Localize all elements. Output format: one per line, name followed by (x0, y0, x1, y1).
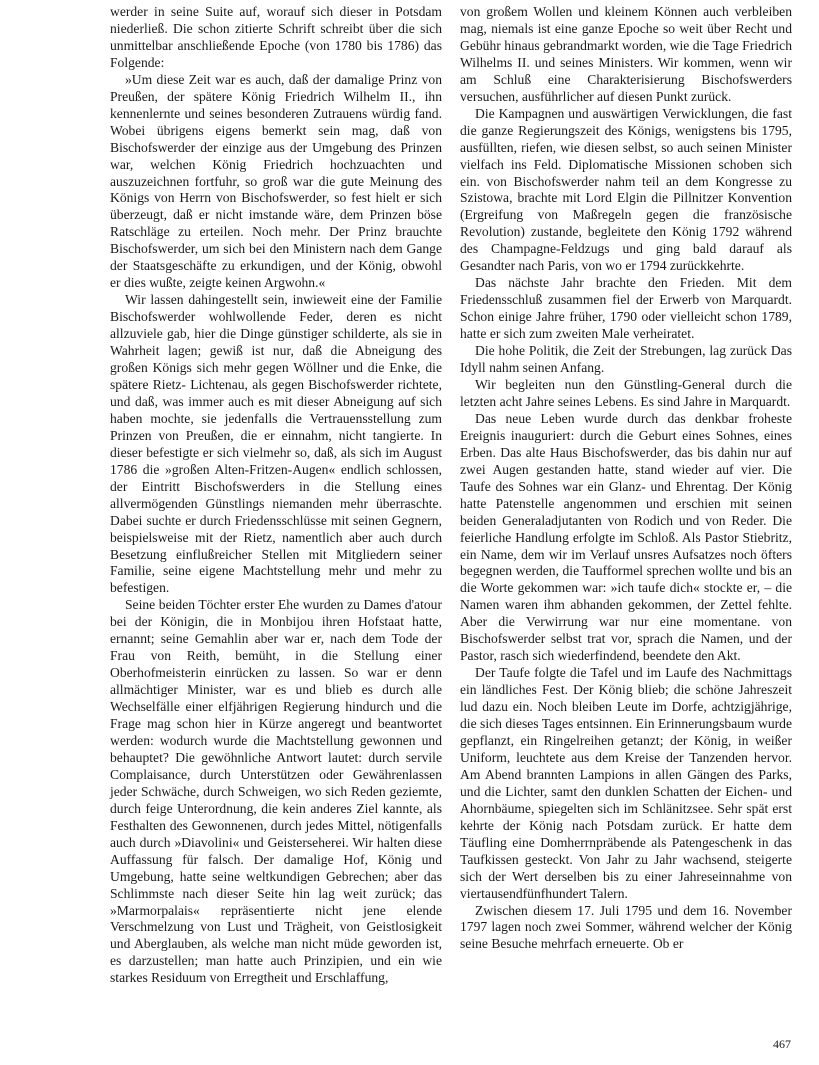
paragraph: Die hohe Politik, die Zeit der Strebungen, lag zurück Das Idyll nahm seinen Anfang. (460, 343, 792, 376)
left-text-column (110, 4, 442, 987)
paragraph: Seine beiden Töchter erster Ehe wurden zu Dames d'atour bei der Königin, die in Monbijou ihren Hofstaat hatte, ernannt; seine Gemahlin aber war er, nach dem Tode der Frau von Reith, bemüht, in die Stellung einer Oberhofmeisterin einrücken zu lassen. So war er denn allmächtiger Minister, war es und blieb es durch alle Wechselfälle einer elfjährigen Regierung hindurch und die Frage mag schon hier in Kürze angeregt und beantwortet werden: wodurch wurde die Machtstellung gewonnen und behauptet? Die gewöhnliche Antwort lautet: durch servile Complaisance, durch Unterstützen oder Gewährenlassen jeder Schwäche, durch Schweigen, wo sich Reden geziemte, durch feige Unterordnung, die kein anderes Ziel kannte, als Festhalten des Gewonnenen, durch jedes Mittel, nötigenfalls auch durch »Diavolini« und Geisterseherei. Wir halten diese Auffassung für falsch. Der damalige Hof, König und Umgebung, hatte seine weltkundigen Gebrechen; aber das Schlimmste nach dieser Seite hin lag weit zurück; das »Marmorpalais« repräsentierte nicht jene elende Verschmelzung von Lust und Trägheit, von Geistlosigkeit und Aberglauben, als welche man nicht müde geworden ist, es darzustellen; man hatte auch Prinzipien, und ein wie starkes Residuum von Erregtheit und Erschlaffung, (110, 597, 442, 986)
page-number: 467 (773, 1037, 791, 1051)
paragraph: Das neue Leben wurde durch das denkbar froheste Ereignis inauguriert: durch die Geburt eines Sohnes, eines Erben. Das alte Haus Bischofswerder, das bis dahin nur auf zwei Augen gestanden hatte, stand wieder auf vier. Die Taufe des Sohnes war ein Glanz- und Ehrentag. Der König hatte Patenstelle angenommen und erschien mit seinen beiden Generaladjutanten von Rodich und von Reder. Die feierliche Handlung erfolgte im Schloß. Als Pastor Stiebritz, ein Name, dem wir im Verlauf unsres Aufsatzes noch öfters begegnen werden, die Taufformel sprechen wollte und bis an die Worte gekommen war: »ich taufe dich« stockte er, – die Namen waren ihm abhanden gekommen, der Zettel fehlte. Aber die Verwirrung war nur eine momentane. von Bischofswerder selbst trat vor, sprach die Namen, und der Pastor, rasch sich wiederfindend, beendete den Akt. (460, 410, 792, 664)
right-text-column (460, 4, 792, 953)
paragraph: Wir begleiten nun den Günstling-General durch die letzten acht Jahre seines Lebens. Es sind Jahre in Marquardt. (460, 376, 792, 409)
paragraph: von großem Wollen und kleinem Können auch verbleiben mag, niemals ist eine ganze Epoche so weit über Recht und Gebühr hinaus gebrandmarkt worden, wie die Tage Friedrich Wilhelms II. und seines Ministers. Wir kommen, wenn wir am Schluß eine Charakterisierung Bischofswerders versuchen, ausführlicher auf diesen Punkt zurück. (460, 4, 792, 104)
paragraph: werder in seine Suite auf, worauf sich dieser in Potsdam niederließ. Die schon zitierte Schrift schreibt über die sich unmittelbar anschließende Epoche (von 1780 bis 1786) das Folgende: (110, 4, 442, 70)
paragraph: Das nächste Jahr brachte den Frieden. Mit dem Friedensschluß zusammen fiel der Erwerb von Marquardt. Schon einige Jahre früher, 1790 oder vielleicht schon 1789, hatte er sich zum zweiten Male verheiratet. (460, 275, 792, 342)
paragraph: Wir lassen dahingestellt sein, inwieweit eine der Familie Bischofswerder wohlwollende Feder, deren es nicht allzuviele gab, hier die Dinge günstiger schilderte, als sie in Wahrheit lagen; gewiß ist nur, daß die Abneigung des großen Königs sich mehr gegen Wöllner und die Enke, die spätere Rietz- Lichtenau, als gegen Bischofswerder richtete, und daß, was immer auch es mit dieser Abneigung auf sich haben mochte, sie jedenfalls die Vertrauensstellung zum Prinzen von Preußen, die er einnahm, nicht tangierte. In dieser befestigte er sich vielmehr so, daß, als sich im August 1786 die »großen Alten-Fritzen-Augen« endlich schlossen, der Eintritt Bischofswerders in die Stellung eines allvermögenden Günstlings niemanden mehr überraschte. Dabei suchte er durch Friedensschlüsse mit seinen Gegnern, beispielsweise mit der Rietz, namentlich aber auch durch Besetzung einflußreicher Stellen mit Mitgliedern seiner Familie, seine eigene Machtstellung mehr und mehr zu befestigen. (110, 292, 442, 596)
paragraph: Zwischen diesem 17. Juli 1795 und dem 16. November 1797 lagen noch zwei Sommer, während welcher der König seine Besuche mehrfach erneuerte. Ob er (460, 902, 792, 952)
paragraph: Der Taufe folgte die Tafel und im Laufe des Nachmittags ein ländliches Fest. Der König blieb; die schöne Jahreszeit lud dazu ein. Noch bleiben Leute im Dorfe, achtzigjährige, die sich dieses Tages entsinnen. Ein Erinnerungsbaum wurde gepflanzt, ein Ringelreihen getanzt; der König, in weißer Uniform, leuchtete aus dem Kreise der Tanzenden hervor. Am Abend brannten Lampions in allen Gängen des Parks, und die Lichter, samt den dunklen Schatten der Eichen- und Ahornbäume, spiegelten sich im Schlänitzsee. Sehr spät erst kehrte der König nach Potsdam zurück. Er hatte dem Täufling eine Domherrnpräbende als Patengeschenk in das Taufkissen gesteckt. Von Jahr zu Jahr wachsend, steigerte sich der Wert derselben bis zu einer Jahreseinnahme von viertausendfünfhundert Talern. (460, 665, 792, 901)
paragraph: »Um diese Zeit war es auch, daß der damalige Prinz von Preußen, der spätere König Friedrich Wilhelm II., ihn kennenlernte und seines besonderen Zutrauens würdig fand. Wobei übrigens eigens bemerkt sein mag, daß von Bischofswerder der einzige aus der Umgebung des Prinzen war, welchen König Friedrich hochzuachten und auszuzeichnen fortfuhr, so groß war die gute Meinung des Königs von Herrn von Bischofswerder, so fest hielt er sich überzeugt, daß er nicht imstande wäre, dem Prinzen böse Ratschläge zu erteilen. Noch mehr. Der Prinz brauchte Bischofswerder, um sich bei den Ministern nach dem Gange der Staatsgeschäfte zu erkundigen, und der König, obwohl er dies wußte, zeigte keinen Argwohn.« (110, 71, 442, 291)
paragraph: Die Kampagnen und auswärtigen Verwicklungen, die fast die ganze Regierungszeit des Königs, wenigstens bis 1795, ausfüllten, riefen, wie diesen selbst, so auch seinen Minister vielfach ins Feld. Diplomatische Missionen schoben sich ein. von Bischofswerder nahm teil an dem Kongresse zu Szistowa, brachte mit Lord Elgin die Pillnitzer Konvention (Ergreifung von Maßregeln gegen die französische Revolution) zustande, begleitete den König 1792 während des Champagne-Feldzugs und ging bald darauf als Gesandter nach Paris, von wo er 1794 zurückkehrte. (460, 105, 792, 274)
